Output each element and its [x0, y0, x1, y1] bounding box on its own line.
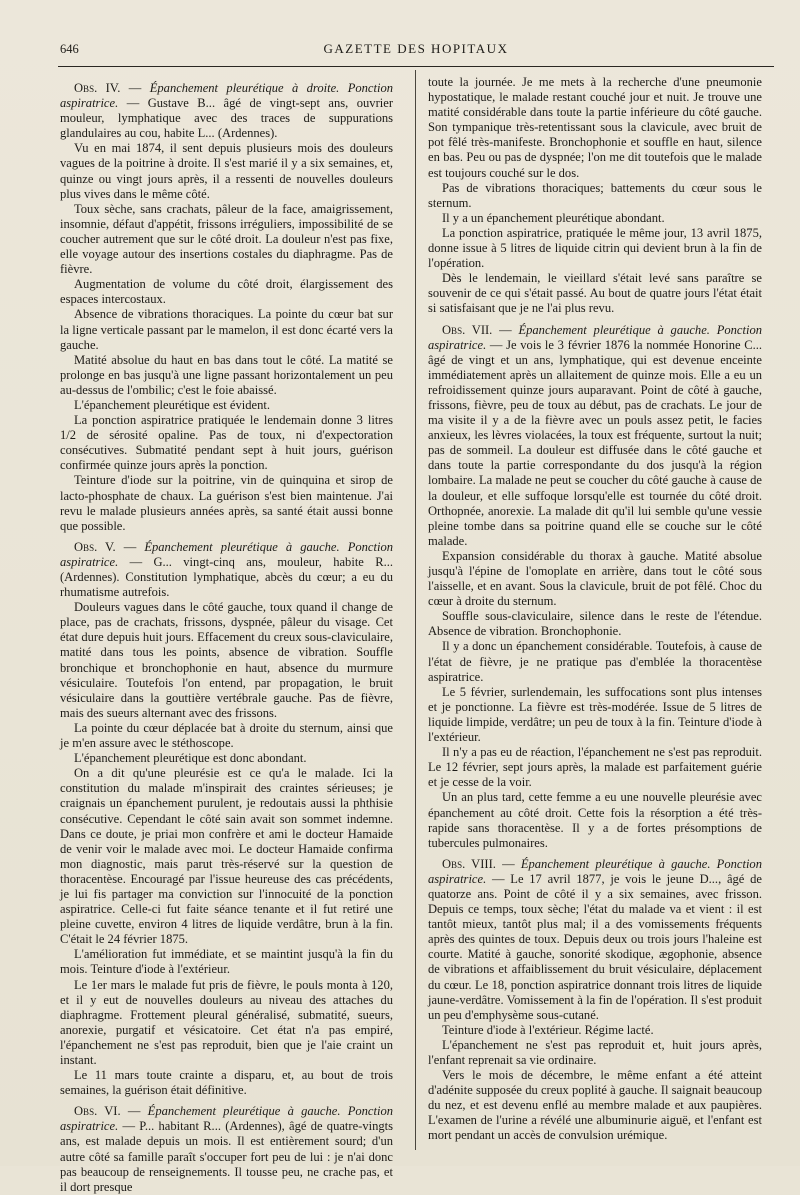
body-paragraph: Le 11 mars toute crainte a disparu, et, au bout de trois semaines, la guérison était définitive.: [60, 1068, 393, 1098]
body-paragraph: La ponction aspiratrice pratiquée le lendemain donne 3 litres 1/2 de sérosité opaline. Pas de toux, ni d'expectoration consécutives. Submatité pendant sept à huit jours, guérison confirmée quinze jours après la ponction.: [60, 413, 393, 473]
page-number: 646: [60, 42, 79, 56]
observation-title: Épanchement pleurétique à gauche. Ponction aspiratrice.: [428, 856, 762, 886]
body-paragraph: Absence de vibrations thoraciques. La pointe du cœur bat sur la ligne verticale passant par le mamelon, il est donc écarté vers la gauche.: [60, 307, 393, 352]
observation-title: Épanchement pleurétique à gauche. Ponction aspiratrice.: [428, 322, 762, 352]
body-paragraph: Vers le mois de décembre, le même enfant a été atteint d'adénite supposée du creux poplité à gauche. Il saignait beaucoup du nez, et est devenu enflé au membre malade et aux paupières. L'examen de l'urine a révélé une albuminurie aiguë, et l'enfant est mort pendant un accès de convulsion urémique.: [428, 1068, 762, 1143]
observation-label: Obs. VII.: [442, 322, 493, 337]
column-divider: [415, 70, 416, 1150]
left-column: [60, 75, 394, 1194]
observation-label: Obs. V.: [74, 539, 116, 554]
journal-title: GAZETTE DES HOPITAUX: [323, 41, 509, 56]
observation-text: — P... habitant R... (Ardennes), âgé de quatre-vingts ans, est malade depuis un mois. Il est entièrement sourd; d'un autre côté sa famille paraît s'occuper fort peu de lui : je n'ai donc pas beaucoup de renseignements. Il tousse peu, ne crache pas, et il dort presque: [60, 1119, 393, 1194]
body-paragraph: Il n'y a pas eu de réaction, l'épanchement ne s'est pas reproduit. Le 12 février, sept jours après, la malade est parfaitement guérie et je cesse de la voir.: [428, 745, 762, 790]
body-paragraph: Il y a un épanchement pleurétique abondant.: [442, 210, 665, 225]
body-paragraph: Il y a donc un épanchement considérable. Toutefois, à cause de l'état de fièvre, je ne pratique pas d'emblée la thoracentèse aspiratrice.: [428, 639, 762, 684]
body-paragraph: L'épanchement pleurétique est donc abondant.: [74, 751, 307, 766]
observation-text: — G... vingt-cinq ans, mouleur, habite R... (Ardennes). Constitution lymphatique, abcès du cœur; a eu du rhumatisme autrefois.: [60, 554, 394, 600]
body-paragraph: Expansion considérable du thorax à gauche. Matité absolue jusqu'à l'épine de l'omoplate en arrière, dans tout le côté sous l'aisselle, et en avant. Sous la clavicule, bruit de pot fêlé. Choc du cœur à droite du sternum.: [428, 548, 762, 609]
observation-title: Épanchement pleurétique à droite. Ponction aspiratrice.: [60, 81, 393, 111]
right-column: [428, 75, 762, 1155]
body-paragraph: Matité absolue du haut en bas dans tout le côté. La matité se prolonge en bas jusqu'à une ligne passant horizontalement un peu au-dessus de l'ombilic; c'est le foie abaissé.: [60, 352, 393, 397]
body-paragraph: Douleurs vagues dans le côté gauche, toux quand il change de place, pas de crachats, frissons, dyspnée, pâleur du visage. Cet état dure depuis huit jours. Effacement du creux sous-claviculaire, matité dans tous les points, absence de vibration. Souffle bronchique et bronchophonie en haut, absence du murmure vésiculaire. Toutefois l'on entend, par propagation, le bruit vésiculaire dans la gouttière vertébrale gauche. Pas de fièvre, mais des sueurs alternant avec des frissons.: [60, 600, 393, 720]
body-paragraph: Le 1er mars le malade fut pris de fièvre, le pouls monta à 120, et il y eut de nouvelles douleurs au niveau des attaches du diaphragme. Frottement pleural généralisé, submatité, sueurs, anorexie, purgatif et vésicatoire. Cet état n'a pas empiré, l'épanchement ne s'est pas reproduit, bien que je l'aie craint un instant.: [60, 977, 393, 1067]
header-rule: [58, 66, 774, 67]
observation-paragraph: Obs. VII. — Épanchement pleurétique à gauche. Ponction aspiratrice. — Je vois le 3 février 1876 la nommée Honorine C... âgé de vingt et un ans, lymphatique, qui est devenue enceinte immédiatement après un allaitement de quinze mois. Elle a eu un refroidissement quinze jours auparavant. Point de côté à gauche, frissons, fièvre, peu de toux au début, pas de crachats. Le jour de ma visite il y a de la fièvre avec un pouls assez petit, le facies anxieux, les lèvres violacées, la toux est fréquente, surtout la nuit; pas de sommeil. La douleur est diffusée dans le côté gauche et dans toute la partie correspondante du dos jusqu'à la région lombaire. La malade ne peut se coucher du côté gauche à cause de la douleur, et elle suffoque lorsqu'elle est tournée du côté droit. Orthopnée, anorexie. La malade dit qu'il lui semble qu'une vessie pleine tombe dans sa poitrine quand elle se couche sur le côté malade.: [428, 322, 763, 548]
body-paragraph: Le 5 février, surlendemain, les suffocations sont plus intenses et je ponctionne. La fièvre est très-modérée. Issue de 5 litres de liquide limpide, verdâtre; un peu de toux à la fin. Teinture d'iode à l'extérieur.: [428, 684, 762, 745]
body-paragraph: Dès le lendemain, le vieillard s'était levé sans paraître se souvenir de ce qui s'était passé. Au bout de quatre jours l'état était si satisfaisant que je ne l'ai plus revu.: [428, 271, 762, 316]
body-paragraph: La ponction aspiratrice, pratiquée le même jour, 13 avril 1875, donne issue à 5 litres de liquide citrin qui devient brun à la fin de l'opération.: [428, 225, 762, 271]
observation-text: — Le 17 avril 1877, je vois le jeune D..., âgé de quatorze ans. Point de côté il y a six semaines, avec frisson. Depuis ce temps, toux sèche; l'état du malade va et vient : il est tantôt mieux, tantôt plus mal; il a des vomissements fréquents après des quintes de toux. Depuis deux ou trois jours l'haleine est courte. Matité à gauche, sonorité skodique, ægophonie, absence de vibrations et affaiblissement du bruit vésiculaire, déplacement du cœur. Le 18, ponction aspiratrice donnant trois litres de liquide jaune-verdâtre. Vomissement à la fin de l'opération. Il s'est produit un peu d'emphysème sous-cutané.: [428, 871, 762, 1022]
observation-paragraph: Obs. IV. — Épanchement pleurétique à droite. Ponction aspiratrice. — Gustave B... âgé de vingt-sept ans, ouvrier mouleur, lymphatique avec des traces de suppurations glandulaires au cou, habite L... (Ardennes).: [60, 81, 393, 141]
body-paragraph: L'amélioration fut immédiate, et se maintint jusqu'à la fin du mois. Teinture d'iode à l'extérieur.: [60, 947, 393, 977]
body-paragraph: Toux sèche, sans crachats, pâleur de la face, amaigrissement, insomnie, défaut d'appétit, frissons irréguliers, impossibilité de se coucher autrement que sur le côté droit. La douleur n'est pas fixe, elle voyage autour des insertions costales du diaphragme. Pas de fièvre.: [60, 201, 393, 277]
body-paragraph: L'épanchement pleurétique est évident.: [74, 397, 270, 412]
observation-paragraph: Obs. V. — Épanchement pleurétique à gauche. Ponction aspiratrice. — G... vingt-cinq ans, mouleur, habite R... (Ardennes). Constitution lymphatique, abcès du cœur; a eu du rhumatisme autrefois.: [60, 539, 394, 600]
observation-text: — Je vois le 3 février 1876 la nommée Honorine C... âgé de vingt et un ans, lymphatique, qui est devenue enceinte immédiatement après un allaitement de quinze mois. Elle a eu un refroidissement quinze jours auparavant. Point de côté à gauche, frissons, fièvre, peu de toux au début, pas de crachats. Le jour de ma visite il y a de la fièvre avec un pouls assez petit, le facies anxieux, les lèvres violacées, la toux est fréquente, surtout la nuit; pas de sommeil. La douleur est diffusée dans le côté gauche et dans toute la partie correspondante du dos jusqu'à la région lombaire. La malade ne peut se coucher du côté gauche à cause de la douleur, et elle suffoque lorsqu'elle est tournée du côté droit. Orthopnée, anorexie. La malade dit qu'il lui semble qu'une vessie pleine tombe dans sa poitrine quand elle se couche sur le côté malade.: [428, 337, 763, 548]
body-paragraph: Un an plus tard, cette femme a eu une nouvelle pleurésie avec épanchement au côté droit. Cette fois la résorption a été très-rapide sans thoracentèse. Il y a de fortes présomptions de tubercules pulmonaires.: [428, 790, 762, 850]
observation-text: — Gustave B... âgé de vingt-sept ans, ouvrier mouleur, lymphatique avec des traces de suppurations glandulaires au cou, habite L... (Ardennes).: [60, 96, 393, 141]
page-header: [58, 40, 774, 64]
body-paragraph: On a dit qu'une pleurésie est ce qu'a le malade. Ici la constitution du malade m'inspirait des craintes sérieuses; je craignais un épanchement purulent, je redoutais aussi la phthisie consécutive. Cependant le côté sain avait son sommet indemne. Dans ce doute, je priai mon confrère et ami le docteur Hamaide de venir voir le malade avec moi. Le docteur Hamaide confirma mon diagnostic, mais parut très-réservé sur la question de thoracentèse. Encouragé par l'issue heureuse des cas précédents, je lui fis partager ma conviction sur l'innocuité de la ponction aspiratrice. Celle-ci fut faite séance tenante et il fut retiré une pleine cuvette, environ 4 litres de liquide verdâtre, brun à la fin. C'était le 24 février 1875.: [60, 766, 393, 947]
body-paragraph: toute la journée. Je me mets à la recherche d'une pneumonie hypostatique, le malade restant couché jour et nuit. Je trouve une matité considérable dans toute la partie inférieure du côté gauche. Son tympanique très-retentissant sous la clavicule, avec bruit de pot fêlé très-manifeste. Bronchophonie et souffle en haut, silence en bas. Peu ou pas de dyspnée; l'on me dit toutefois que le malade est toujours couché sur le dos.: [428, 75, 762, 180]
observation-title: Épanchement pleurétique à gauche. Ponction aspiratrice.: [60, 1104, 393, 1134]
observation-label: Obs. IV.: [74, 81, 121, 95]
body-paragraph: Pas de vibrations thoraciques; battements du cœur sous le sternum.: [428, 180, 762, 210]
observation-paragraph: Obs. VI. — Épanchement pleurétique à gauche. Ponction aspiratrice. — P... habitant R... (Ardennes), âgé de quatre-vingts ans, est malade depuis un mois. Il est entièrement sourd; d'un autre côté sa famille paraît s'occuper fort peu de lui : je n'ai donc pas beaucoup de renseignements. Il tousse peu, ne crache pas, et il dort presque: [60, 1104, 393, 1194]
observation-title: Épanchement pleurétique à gauche. Ponction aspiratrice.: [60, 539, 393, 569]
observation-label: Obs. VIII.: [442, 856, 496, 871]
body-paragraph: Augmentation de volume du côté droit, élargissement des espaces intercostaux.: [60, 277, 393, 307]
body-paragraph: Teinture d'iode sur la poitrine, vin de quinquina et sirop de lacto-phosphate de chaux. La guérison s'est bien maintenue. J'ai revu le malade plusieurs années après, sa santé était aussi bonne que possible.: [60, 473, 393, 533]
observation-paragraph: Obs. VIII. — Épanchement pleurétique à gauche. Ponction aspiratrice. — Le 17 avril 1877, je vois le jeune D..., âgé de quatorze ans. Point de côté il y a six semaines, avec frisson. Depuis ce temps, toux sèche; l'état du malade va et vient : il est tantôt mieux, tantôt plus mal; il a des vomissements fréquents après des quintes de toux. Depuis deux ou trois jours l'haleine est courte. Matité à gauche, sonorité skodique, ægophonie, absence de vibrations et affaiblissement du bruit vésiculaire, déplacement du cœur. Le 18, ponction aspiratrice donnant trois litres de liquide jaune-verdâtre. Vomissement à la fin de l'opération. Il s'est produit un peu d'emphysème sous-cutané.: [428, 856, 762, 1022]
body-paragraph: Vu en mai 1874, il sent depuis plusieurs mois des douleurs vagues de la poitrine à droite. Il s'est marié il y a six semaines, et, quinze ou vingt jours après, il a ressenti de nouvelles douleurs plus vives dans le même côté.: [60, 141, 393, 201]
observation-label: Obs. VI.: [74, 1104, 121, 1119]
body-paragraph: La pointe du cœur déplacée bat à droite du sternum, ainsi que je m'en assure avec le stéthoscope.: [60, 720, 393, 751]
body-paragraph: L'épanchement ne s'est pas reproduit et, huit jours après, l'enfant reprenait sa vie ordinaire.: [428, 1037, 762, 1067]
body-paragraph: Souffle sous-claviculaire, silence dans le reste de l'étendue. Absence de vibration. Bronchophonie.: [428, 609, 762, 639]
body-paragraph: Teinture d'iode à l'extérieur. Régime lacté.: [442, 1022, 654, 1037]
